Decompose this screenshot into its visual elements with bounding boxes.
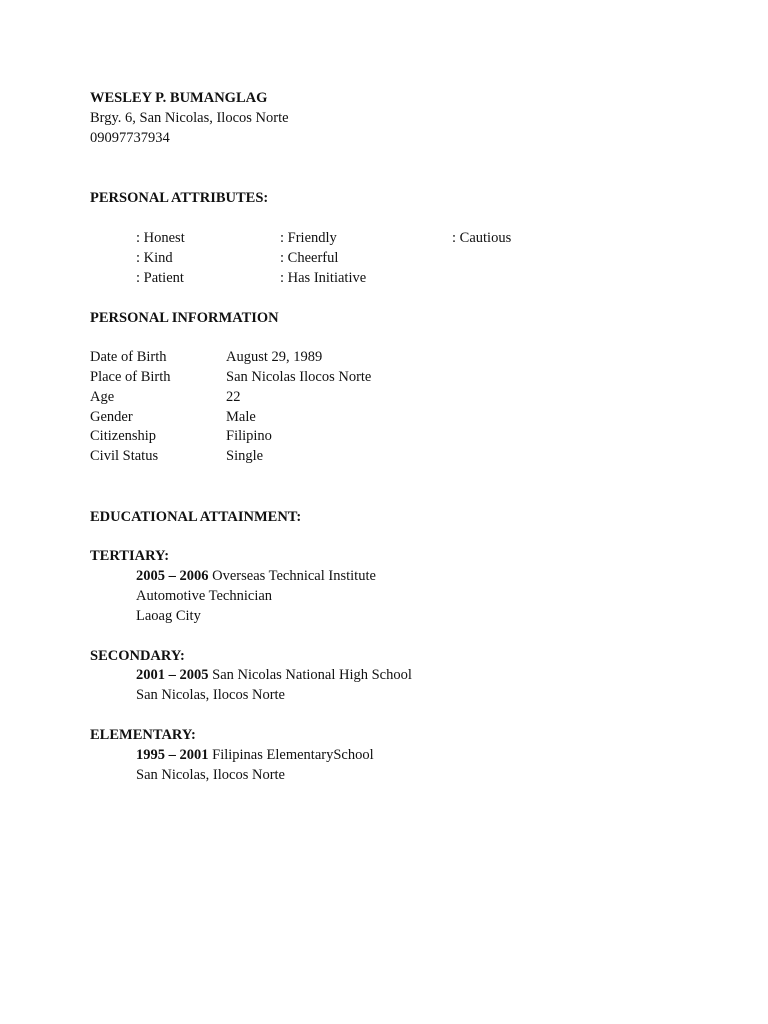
info-label-civil-status: Civil Status (90, 448, 159, 464)
applicant-phone: 09097737934 (90, 130, 170, 146)
info-value-citizenship: Filipino (226, 428, 272, 444)
secondary-entry (136, 665, 412, 685)
attribute-patient: : Patient (136, 270, 184, 286)
secondary-label: SECONDARY: (90, 648, 185, 664)
info-value-gender: Male (226, 409, 256, 425)
info-label-place-of-birth: Place of Birth (90, 369, 171, 385)
elementary-years: 1995 – 2001 (136, 747, 209, 763)
elementary-entry (136, 745, 374, 765)
elementary-label: ELEMENTARY: (90, 727, 196, 743)
education-heading: EDUCATIONAL ATTAINMENT: (90, 509, 302, 525)
info-label-date-of-birth: Date of Birth (90, 349, 167, 365)
tertiary-entry (136, 566, 376, 586)
attribute-friendly: : Friendly (280, 230, 337, 246)
info-label-gender: Gender (90, 409, 133, 425)
attribute-cautious: : Cautious (452, 230, 512, 246)
secondary-years: 2001 – 2005 (136, 667, 209, 683)
attribute-has-initiative: : Has Initiative (280, 270, 367, 286)
info-value-civil-status: Single (226, 448, 264, 464)
personal-info-heading: PERSONAL INFORMATION (90, 310, 279, 326)
elementary-school: Filipinas ElementarySchool (208, 747, 374, 763)
info-value-place-of-birth: San Nicolas Ilocos Norte (226, 369, 372, 385)
tertiary-years: 2005 – 2006 (136, 568, 209, 584)
info-label-age: Age (90, 389, 115, 405)
applicant-name: WESLEY P. BUMANGLAG (90, 90, 268, 106)
elementary-location: San Nicolas, Ilocos Norte (136, 767, 285, 783)
applicant-address: Brgy. 6, San Nicolas, Ilocos Norte (90, 110, 289, 126)
secondary-location: San Nicolas, Ilocos Norte (136, 687, 285, 703)
tertiary-location: Laoag City (136, 608, 201, 624)
secondary-school: San Nicolas National High School (208, 667, 412, 683)
tertiary-label: TERTIARY: (90, 548, 170, 564)
info-label-citizenship: Citizenship (90, 428, 157, 444)
info-value-age: 22 (226, 389, 241, 405)
attribute-kind: : Kind (136, 250, 173, 266)
attribute-cheerful: : Cheerful (280, 250, 339, 266)
attributes-heading: PERSONAL ATTRIBUTES: (90, 190, 269, 206)
info-value-date-of-birth: August 29, 1989 (226, 349, 323, 365)
tertiary-course: Automotive Technician (136, 588, 273, 604)
tertiary-school: Overseas Technical Institute (208, 568, 376, 584)
attribute-honest: : Honest (136, 230, 185, 246)
